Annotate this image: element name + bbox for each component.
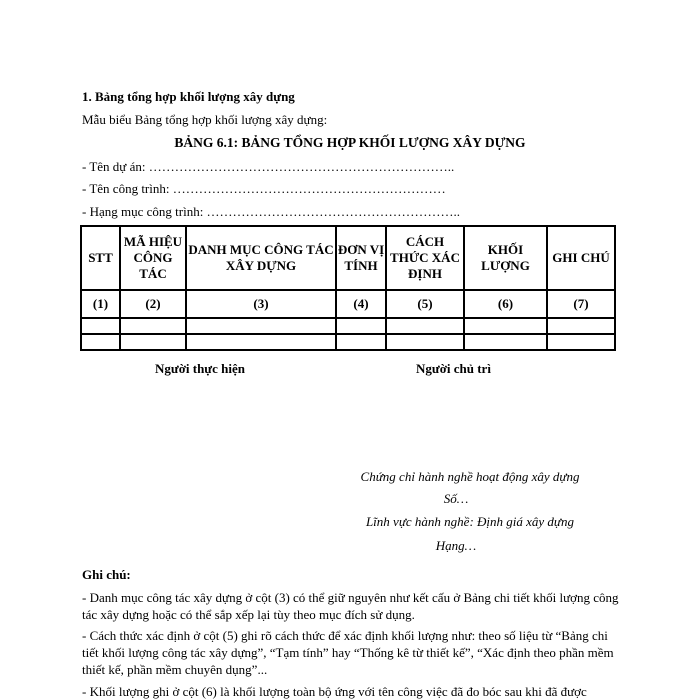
table-header-row [81,226,615,290]
field-project-name: - Tên dự án: …………………………………………………………….. [82,159,455,174]
empty-cell [120,318,186,334]
column-number-cell: (5) [386,290,464,318]
note-item: - Khối lượng ghi ở cột (6) là khối lượng toàn bộ ứng với tên công việc đã đo bóc sau khi đã được [82,684,587,699]
header-cell: ĐƠN VỊ TÍNH [336,226,386,290]
empty-cell [120,334,186,350]
empty-table-row [81,318,615,334]
intro-text: Mẫu biểu Bảng tổng hợp khối lượng xây dựng: [82,112,328,127]
empty-cell [386,334,464,350]
table-title: BẢNG 6.1: BẢNG TỔNG HỢP KHỐI LƯỢNG XÂY DỰNG [174,135,526,150]
empty-cell [186,334,336,350]
signature-right-label: Người chủ trì [416,361,491,376]
header-cell: CÁCH THỨC XÁC ĐỊNH [386,226,464,290]
note-item: - Danh mục công tác xây dựng ở cột (3) có thể giữ nguyên như kết cấu ở Bảng chi tiết khối lượng công tác xây dựng hoặc có thể sắp xếp lại tùy theo mục đích sử dụng. [82,590,619,622]
note-item: - Cách thức xác định ở cột (5) ghi rõ cách thức để xác định khối lượng như: theo số liệu từ “Bảng chi tiết khối lượng công tác xây dựng”, “Tạm tính” hay “Thống kê từ thiết kế”, “Xác định theo phần mềm thiết kế, phần mềm chuyên dụng”... [82,628,614,677]
header-cell: MÃ HIỆU CÔNG TÁC [120,226,186,290]
column-number-cell: (6) [464,290,547,318]
column-number-cell: (2) [120,290,186,318]
volume-summary-table [80,225,616,351]
empty-cell [386,318,464,334]
header-cell: STT [81,226,120,290]
column-number-cell: (1) [81,290,120,318]
certificate-grade: Hạng… [435,538,477,553]
certificate-number: Số… [443,491,469,506]
empty-cell [186,318,336,334]
certificate-field: Lĩnh vực hành nghề: Định giá xây dựng [365,514,575,529]
empty-cell [336,334,386,350]
header-cell: DANH MỤC CÔNG TÁC XÂY DỰNG [186,226,336,290]
empty-cell [547,318,615,334]
field-construction-name: - Tên công trình: ……………………………………………………… [82,181,446,196]
empty-cell [547,334,615,350]
certificate-line: Chứng chỉ hành nghề hoạt động xây dựng [360,469,580,484]
empty-cell [81,318,120,334]
field-work-item: - Hạng mục công trình: ………………………………………………….. [82,204,461,219]
column-number-row [81,290,615,318]
signature-left-label: Người thực hiện [155,361,245,376]
empty-cell [336,318,386,334]
column-number-cell: (7) [547,290,615,318]
empty-table-row [81,334,615,350]
empty-cell [81,334,120,350]
notes-title: Ghi chú: [82,567,131,582]
header-cell: GHI CHÚ [547,226,615,290]
header-cell: KHỐI LƯỢNG [464,226,547,290]
column-number-cell: (3) [186,290,336,318]
empty-cell [464,334,547,350]
column-number-cell: (4) [336,290,386,318]
empty-cell [464,318,547,334]
section-title: 1. Bảng tổng hợp khối lượng xây dựng [82,89,295,104]
